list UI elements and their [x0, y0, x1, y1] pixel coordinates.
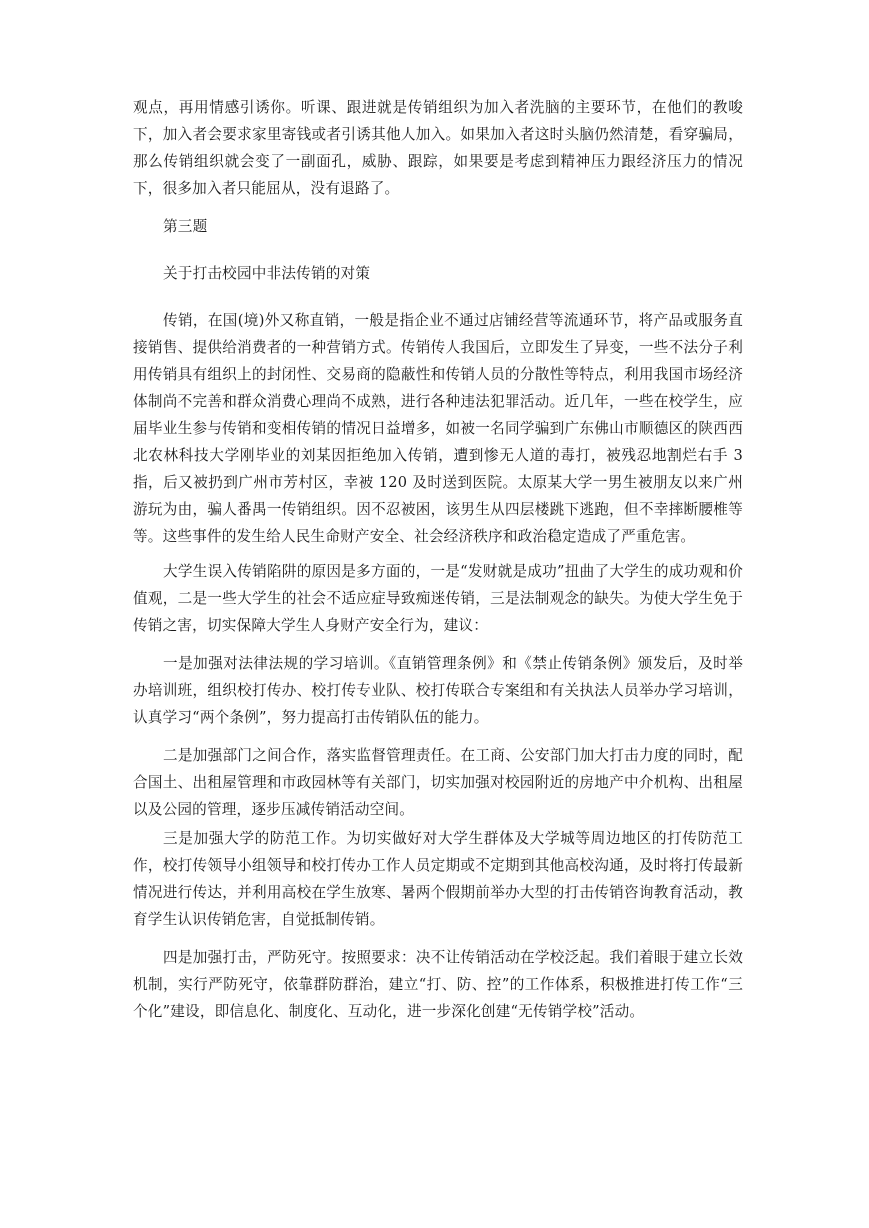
section-label: 第三题 — [163, 218, 208, 235]
paragraph-definition: 传销，在国(境)外又称直销，一般是指企业不通过店铺经营等流通环节，将产品或服务直接销售、提供给消费者的一种营销方式。传销传人我国后，立即发生了异变，一些不法分子利用传销具有组织上的封闭性、交易商的隐蔽性和传销人员的分散性等特点，利用我国市场经济体制尚不完善和群众消费心理尚不成熟，进行各种违法犯罪活动。近几年，一些在校学生，应届毕业生参与传销和变相传销的情况日益增多，如被一名同学骗到广东佛山市顺德区的陕西西北农林科技大学刚毕业的刘某因拒绝加入传销，遭到惨无人道的毒打，被残忍地割烂右手 3 指，后又被扔到广州市芳村区，幸被 120 及时送到医院。太原某大学一男生被朋友以来广州游玩为由，骗人番禺一传销组织。因不忍被困，该男生从四层楼跳下逃跑，但不幸摔断腰椎等等。这些事件的发生给人民生命财产安全、社会经济秩序和政治稳定造成了严重危害。 — [133, 312, 743, 545]
paragraph-suggestion-3: 三是加强大学的防范工作。为切实做好对大学生群体及大学城等周边地区的打传防范工作，校打传领导小组领导和校打传办工作人员定期或不定期到其他高校沟通，及时将打传最新情况进行传达，并利用高校在学生放寒、暑两个假期前举办大型的打击传销咨询教育活动，教育学生认识传销危害，自觉抵制传销。 — [133, 830, 743, 928]
paragraph-suggestion-1: 一是加强对法律法规的学习培训。《直销管理条例》和《禁止传销条例》颁发后，及时举办培训班，组织校打传办、校打传专业队、校打传联合专案组和有关执法人员举办学习培训，认真学习“两个条例”，努力提高打击传销队伍的能力。 — [133, 655, 743, 726]
paragraph-suggestion-2: 二是加强部门之间合作，落实监督管理责任。在工商、公安部门加大打击力度的同时，配合国土、出租屋管理和市政园林等有关部门，切实加强对校园附近的房地产中介机构、出租屋以及公园的管理，逐步压减传销活动空间。 — [133, 747, 743, 818]
paragraph-suggestion-4: 四是加强打击，严防死守。按照要求：决不让传销活动在学校泛起。我们着眼于建立长效机制，实行严防死守，依靠群防群治，建立“打、防、控”的工作体系，积极推进打传工作“三个化”建设，即信息化、制度化、互动化，进一步深化创建“无传销学校”活动。 — [133, 949, 743, 1020]
continuation-paragraph: 观点，再用情感引诱你。听课、跟进就是传销组织为加入者洗脑的主要环节，在他们的教唆下，加入者会要求家里寄钱或者引诱其他人加入。如果加入者这时头脑仍然清楚，看穿骗局，那么传销组织就会变了一副面孔，威胁、跟踪，如果要是考虑到精神压力跟经济压力的情况下，很多加入者只能屈从，没有退路了。 — [133, 99, 743, 197]
essay-title: 关于打击校园中非法传销的对策 — [163, 265, 371, 282]
paragraph-causes: 大学生误入传销陷阱的原因是多方面的，一是“发财就是成功”扭曲了大学生的成功观和价值观，二是一些大学生的社会不适应症导致痴迷传销，三是法制观念的缺失。为使大学生免于传销之害，切实保障大学生人身财产安全行为，建议： — [133, 563, 743, 634]
